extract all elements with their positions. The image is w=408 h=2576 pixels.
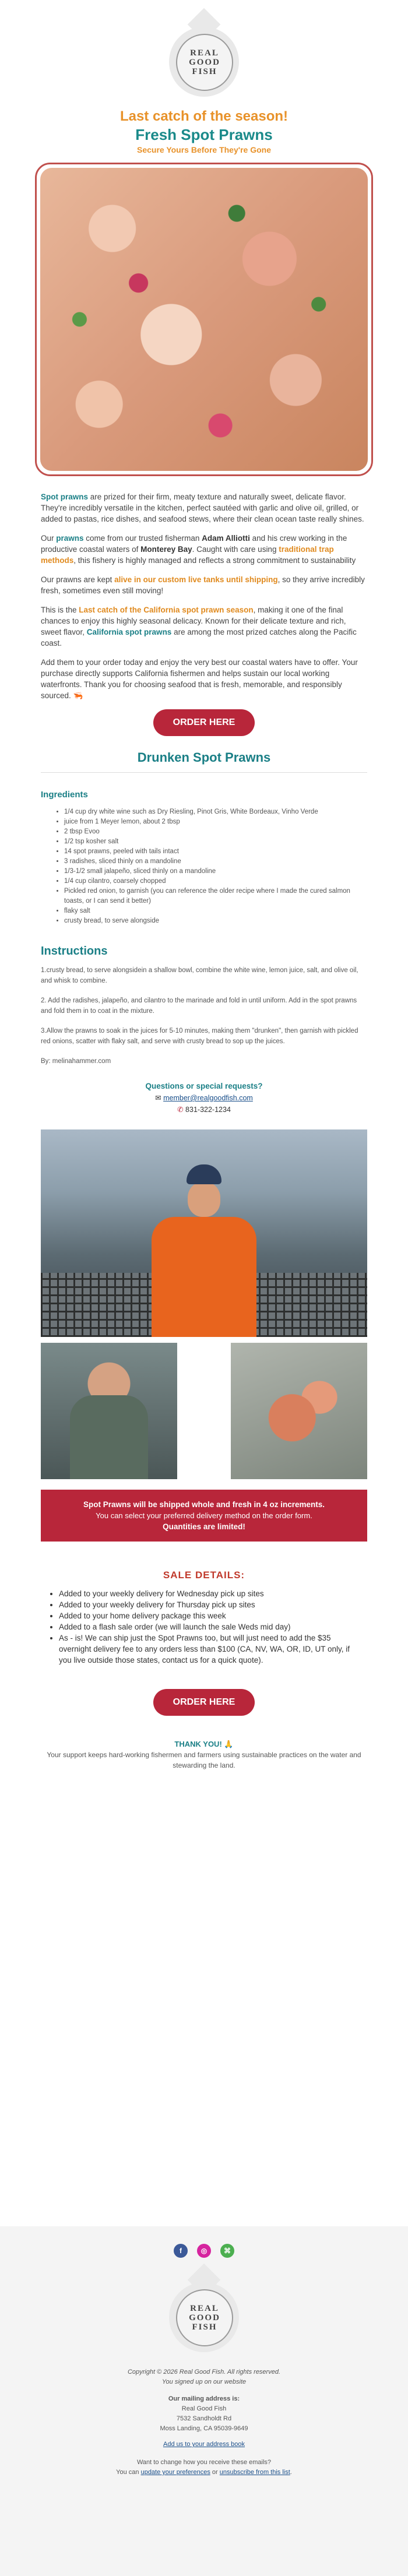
banner-line-2: You can select your preferred delivery method on the order form. [96,1511,312,1520]
phone-icon: ✆ [177,1106,184,1114]
recipe-title: Drunken Spot Prawns [137,750,271,765]
shirt [70,1395,148,1479]
highlight: alive in our custom live tanks until shipping [114,575,278,584]
logo-line-3: FISH [192,2322,217,2332]
email-body [35,13,373,1771]
banner-line-1: Spot Prawns will be shipped whole and fresh in 4 oz increments. [83,1500,325,1509]
ingredient-item: • 1/4 cup dry white wine such as Dry Riesling, Pinot Gris, White Bordeaux, Vinho Verde [64,807,367,817]
instruction-step: 1.crusty bread, to serve alongsidein a shallow bowl, combine the white wine, lemon juice, salt, and olive oil, and whisk to combine. [41,967,358,984]
logo-ring [176,2289,233,2346]
sale-item: • Added to your weekly delivery for Thursday pick up sites [59,1599,362,1610]
intro-paragraph-5: Add them to your order today and enjoy the very best our coastal waters have to offer. Your purchase directly supports California fishermen and helps sustain our local working waterfronts. Thank you for choosing seafood that is fresh, memorable, and responsibly sourced. 🦐 [41,658,358,700]
instagram-icon[interactable]: ◎ [197,2244,211,2258]
intro-copy [41,491,367,701]
ingredient-item: • 1/4 cup cilantro, coarsely chopped [64,877,367,886]
trap-right [251,1273,367,1337]
ingredient-item: • 1/2 tsp kosher salt [64,837,367,847]
trap-left [41,1273,157,1337]
facebook-icon[interactable]: f [174,2244,188,2258]
instructions-list [41,965,367,1067]
sale-item: • Added to your home delivery package this week [59,1610,362,1621]
highlight: California spot prawns [86,628,172,636]
ingredient-item: • 14 spot prawns, peeled with tails intact [64,847,367,857]
cap [187,1164,221,1184]
text: Our prawns are kept [41,575,115,584]
text: . [290,2469,292,2476]
text: come from our trusted fisherman [83,534,202,543]
fisherman-figure [152,1164,256,1337]
add-to-address-book-link[interactable]: Add us to your address book [163,2441,245,2448]
highlight: traditional trap methods [41,545,334,565]
order-here-button-bottom[interactable]: ORDER HERE [153,1689,255,1716]
thanks-block [35,1739,373,1771]
ingredient-item: • flaky salt [64,906,367,916]
instruction-step: 2. Add the radishes, jalapeño, and cilantro to the marinade and fold in until uniform. Add in the spot prawns and fold them in to coat in the mixture. [41,997,357,1015]
sale-item: • Added to your weekly delivery for Wednesday pick up sites [59,1588,362,1599]
signup-note: You signed up on our website [161,2378,247,2385]
banner-line-3: Quantities are limited! [163,1522,245,1531]
footer [0,2226,408,2576]
text: , so they arrive incredibly fresh, sometimes even still moving! [41,575,365,595]
mailing-heading: Our mailing address is: [168,2395,240,2402]
intro-paragraph-4 [41,604,367,649]
ingredients-list [41,807,367,926]
face [188,1182,220,1217]
ingredient-item: • 1/3-1/2 small jalapeño, sliced thinly on a mandoline [64,867,367,877]
sale-heading: SALE DETAILS: [163,1569,245,1581]
ingredient-item: • crusty bread, to serve alongside [64,916,367,926]
hero-image [40,168,368,471]
ingredient-item: • Pickled red onion, to garnish (you can reference the older recipe where I made the cured salmon toasts, or I can send it better) [64,886,367,906]
highlight: Spot prawns [41,492,89,501]
text: Our [41,534,57,543]
recipe-credit: By: melinahammer.com [41,1058,111,1065]
text: This is the [41,606,79,614]
header-title: Fresh Spot Prawns [135,126,273,143]
contact-email-link[interactable]: member@realgoodfish.com [163,1094,253,1102]
sale-item: • As - is! We can ship just the Spot Prawns too, but will just need to add the $35 overnight delivery fee to any orders less than $100 (CA, NV, WA, OR, ID, UT only, if you live outside those states, contact us for a quick quote). [59,1632,362,1666]
logo-ring [176,34,233,91]
website-icon[interactable]: ⌘ [220,2244,234,2258]
text: . Caught with care using [192,545,279,554]
order-here-button[interactable]: ORDER HERE [153,709,255,736]
header-subtitle: Secure Yours Before They're Gone [136,145,271,154]
hero-image-frame [35,163,373,476]
address-line-2: 7532 Sandholdt Rd [176,2415,232,2422]
fisherman-photo [41,1129,367,1337]
header-kicker: Last catch of the season! [119,108,289,124]
contact-question: Questions or special requests? [145,1082,263,1090]
update-preferences-link[interactable]: update your preferences [140,2469,210,2476]
intro-paragraph-3 [41,574,367,596]
jacket [152,1217,256,1337]
intro-paragraph-1 [41,491,367,525]
text: are among the most prized catches along the Pacific coast. [41,628,357,647]
footer-logo[interactable] [169,2268,239,2356]
text: You can [116,2469,141,2476]
sale-list [46,1588,362,1666]
thanks-title: THANK YOU! 🙏 [174,1740,234,1748]
ingredient-item: • juice from 1 Meyer lemon, about 2 tbsp [64,817,367,827]
text: , this fishery is highly managed and reflects a strong commitment to sustainability [73,556,356,565]
logo-line-2: GOOD [189,2313,220,2322]
highlight: Last catch of the California spot prawn season [79,606,254,614]
text: and his crew working in the productive coastal waters of [41,534,347,554]
highlight: Monterey Bay [140,545,192,554]
sale-item: • Added to a flash sale order (we will launch the sale Weds mid day) [59,1621,362,1632]
instructions-heading: Instructions [41,945,108,958]
ingredient-item: • 3 radishes, sliced thinly on a mandoline [64,857,367,867]
text: are prized for their firm, meaty texture and naturally sweet, delicate flavor. They're incredibly versatile in the kitchen, perfect sautéed with garlic and olive oil, grilled, or added to pastas, rice dishes, and seafood stews, where their clean ocean taste really shines. [41,492,364,523]
shipping-banner [41,1490,367,1542]
brand-logo[interactable] [169,13,239,100]
contact-block [35,1081,373,1115]
address-line-3: Moss Landing, CA 95039-9649 [160,2425,248,2432]
text: or [210,2469,220,2476]
ingredients-heading: Ingredients [41,790,88,800]
live-prawns-photo [231,1343,367,1479]
instruction-step: 3.Allow the prawns to soak in the juices for 5-10 minutes, making them "drunken", then garnish with pickled red onions, scatter with flaky salt, and serve with crusty bread to sop up the juices. [41,1027,358,1045]
text: , making it one of the final chances to enjoy this highly seasonal delicacy. Known for their delicate texture and rich, sweet flavor, [41,606,346,636]
unsubscribe-link[interactable]: unsubscribe from this list [219,2469,290,2476]
intro-paragraph-2 [41,533,367,566]
highlight: prawns [56,534,84,543]
social-links [0,2244,408,2258]
fisherman-holding-prawn-photo [41,1343,177,1479]
address-line-1: Real Good Fish [181,2405,227,2412]
highlight: Adam Alliotti [202,534,250,543]
mail-icon: ✉ [155,1094,161,1102]
preferences-line [0,2468,408,2478]
logo-line-3: FISH [192,67,217,76]
logo-line-1: REAL [190,48,219,58]
copyright: Copyright © 2026 Real Good Fish. All rights reserved. [127,2369,281,2376]
logo-line-2: GOOD [189,58,220,67]
thanks-text: Your support keeps hard-working fishermen and farmers using sustainable practices on the water and stewarding the land. [47,1751,361,1769]
divider [41,772,367,773]
change-prefs-question: Want to change how you receive these emails? [136,2459,272,2466]
ingredient-item: • 2 tbsp Evoo [64,827,367,837]
logo-line-1: REAL [190,2304,219,2313]
contact-phone[interactable]: 831-322-1234 [185,1106,231,1114]
